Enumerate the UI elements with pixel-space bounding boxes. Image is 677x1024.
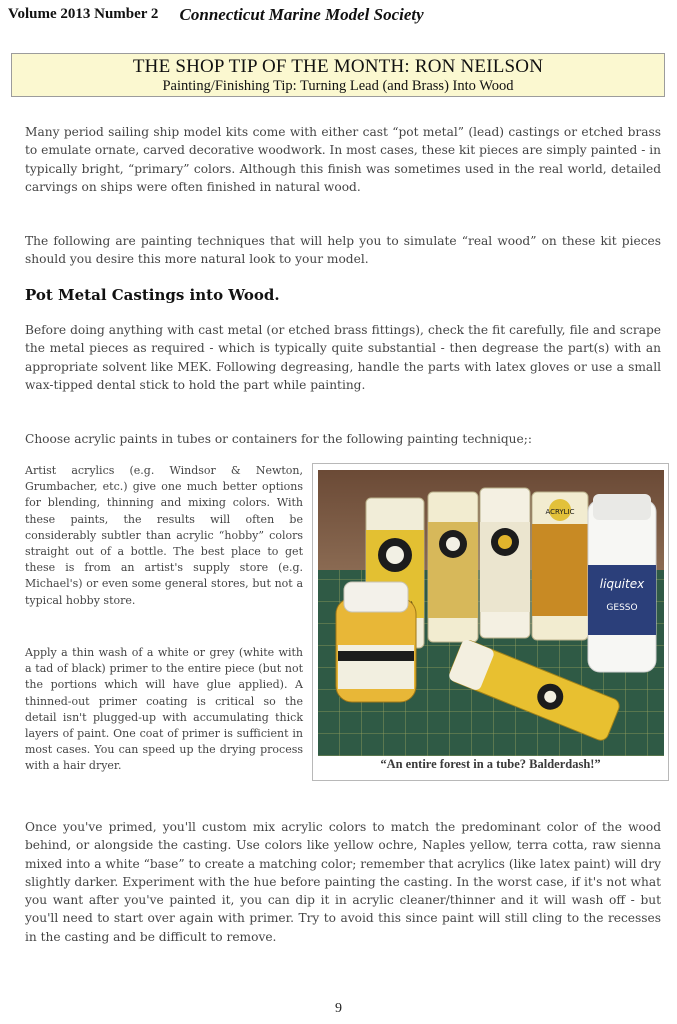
page-number: 9 [335,1001,342,1016]
primed-paragraph: Once you've primed, you'll custom mix acrylic colors to match the predominant color of the wood behind, or alongside the casting. Use colors like yellow ochre, Naples yellow, terra cotta, raw sienna mixed into a white “base” to create a matching color; remember that acrylics (like latex paint) will dry slightly darker. Experiment with the hue before painting the casting. In the worst case, if it's not what you want after you've painted it, you can dip it in acrylic cleaner/thinner and it will wash off - but you'll need to start over again with primer. Try to avoid this since paint will still cling to the recesses in the casting and be difficult to remove. [25,820,661,944]
page-header [8,4,667,28]
prep-paragraph: Before doing anything with cast metal (or etched brass fittings), check the fit carefully, file and scrape the metal pieces as required - which is typically quite substantial - then degrease the part(s) with an appropriate solvent like MEK. Following degreasing, handle the parts with latex gloves or use a small wax-tipped dental stick to hold the part while painting. [25,323,661,392]
photo-figure [312,463,669,781]
paint-tube-4 [532,492,588,640]
section-heading: Pot Metal Castings into Wood. [25,286,280,304]
primer-paragraph: Apply a thin wash of a white or grey (white with a tad of black) primer to the entire piece (but not the portions which will have glue applied). A thinned-out primer coating is critical so the detail isn't plugged-up with accumulating thick layers of paint. One coat of primer is sufficient in most cases. You can speed up the drying process with a hair dryer. [25,646,303,773]
photo-caption: “An entire forest in a tube? Balderdash!” [380,757,601,771]
intro-paragraph-2: The following are painting techniques that will help you to simulate “real wood” on these kit pieces should you desire this more natural look to your model. [25,234,661,267]
svg-text:ACRYLIC: ACRYLIC [545,508,575,516]
artist-acrylics-paragraph: Artist acrylics (e.g. Windsor & Newton, Grumbacher, etc.) give one much better options for blending, thinning and mixing colors. With these paints, the results will often be considerably subtler than acrylic “hobby” colors straight out of a bottle. The best place to get these is from an artist's supply store (e.g. Michael's) or even some general stores, but not a typical hobby store. [25,464,303,607]
article-subtitle: Painting/Finishing Tip: Turning Lead (and Brass) Into Wood [162,78,514,94]
paint-tubes-photo [318,470,664,756]
svg-text:liquitex: liquitex [599,577,645,591]
choose-paints-paragraph: Choose acrylic paints in tubes or containers for the following painting technique;: [25,432,532,446]
paint-tube-3 [480,488,530,638]
intro-paragraph-1: Many period sailing ship model kits come with either cast “pot metal” (lead) castings or etched brass to emulate ornate, carved decorative woodwork. In most cases, these kit pieces are simply painted - in typically bright, “primary” colors. Although this finish was sometimes used in the real world, detailed carvings on ships were often finished in natural wood. [25,125,661,194]
gesso-bottle [588,494,656,672]
article-title: THE SHOP TIP OF THE MONTH: RON NEILSON [132,56,544,77]
title-box [11,53,665,97]
yellow-paint-jar [336,582,416,702]
paint-tube-2 [428,492,478,642]
society-name: Connecticut Marine Model Society [179,4,424,24]
svg-text:GESSO: GESSO [606,603,638,613]
volume-label: Volume 2013 Number 2 [8,6,159,22]
